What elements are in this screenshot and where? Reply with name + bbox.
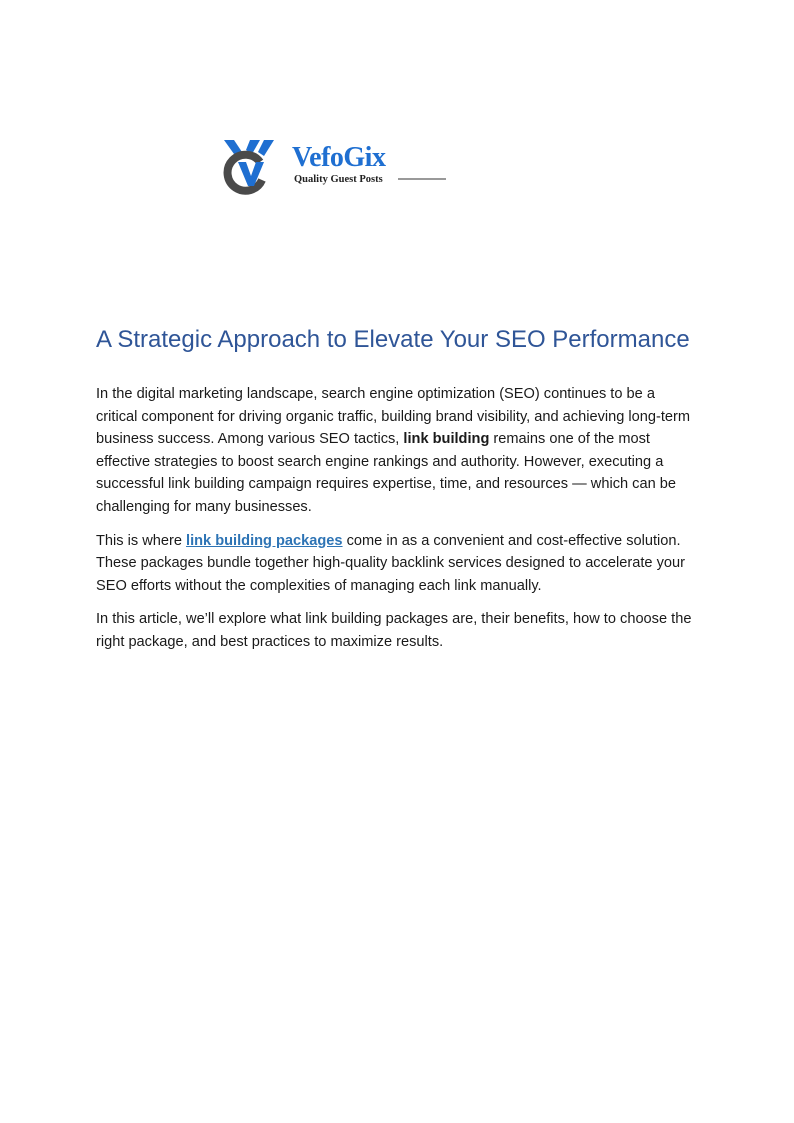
bold-term-link-building: link building — [403, 431, 490, 448]
paragraph-packages — [96, 530, 696, 598]
link-building-packages-link[interactable]: link building packages — [186, 532, 343, 549]
vefogix-logo — [220, 136, 460, 196]
paragraph-packages-text: This is where — [96, 532, 187, 549]
paragraph-packages-text-cont: come in as a convenient and cost-effective solution. These packages bundle together high-quality backlink services designed to accelerate your SEO efforts without the complexities of managing each link manually. — [96, 532, 685, 594]
vefogix-logo-icon — [220, 136, 460, 196]
paragraph-intro-text: In the digital marketing landscape, search engine optimization (SEO) continues to be a critical component for driving organic traffic, building brand visibility, and achieving long-term business success. Among various SEO tactics, — [96, 386, 691, 448]
paragraph-intro — [96, 383, 696, 519]
logo-brand-text: VefoGix — [292, 142, 386, 173]
document-title: A Strategic Approach to Elevate Your SEO Performance — [96, 326, 690, 353]
document-body — [96, 383, 696, 665]
paragraph-intro-text-cont: remains one of the most effective strategies to boost search engine rankings and authority. However, executing a successful link building campaign requires expertise, time, and resources — which can be challenging for many businesses. — [96, 431, 676, 515]
paragraph-article-overview: In this article, we’ll explore what link building packages are, their benefits, how to choose the right package, and best practices to maximize results. — [96, 611, 692, 650]
logo-tagline: Quality Guest Posts — [294, 174, 383, 185]
